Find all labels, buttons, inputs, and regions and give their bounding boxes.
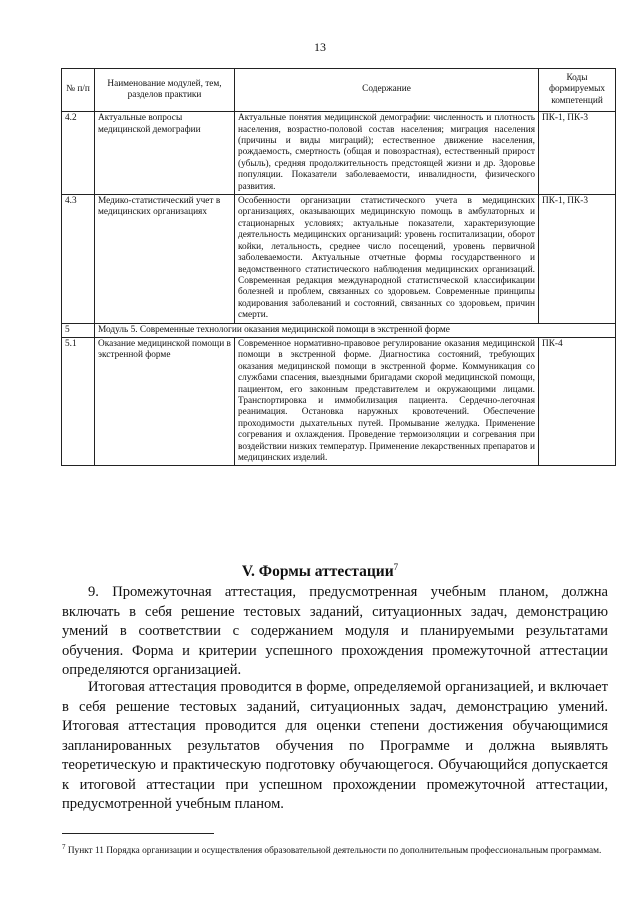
footnote-divider — [62, 833, 214, 834]
row-content: Современное нормативно-правовое регулирование оказания медицинской помощи в экстренной форме. Диагностика состояний, требующих оказания медицинской помощи в экстренной форме. Коммуникация со службами спасения, выездными бригадами скорой медицинской помощи, пациентом, его законным представителем и окружающими лицами. Транспортировка и иммобилизация пациента. Сердечно-легочная реанимация. Остановка наружных кровотечений. Обеспечение проходимости дыхательных путей. Промывание желудка. Применение согревания и охлаждения. Проведение термоизоляции и согревания при воздействии низких температур. Применение лекарственных препаратов и медицинских изделий. — [235, 337, 539, 465]
paragraph-final-attestation: Итоговая аттестация проводится в форме, определяемой организацией, и включает в себя решение тестовых заданий, ситуационных задач, демонстрацию умений. Итоговая аттестация проводится для оценки степени достижения обучающимися запланированных результатов обучения по Программе и должна выявлять теоретическую и практическую подготовку обучающегося. Обучающийся допускается к итоговой аттестации при успешном прохождении промежуточной аттестации, предусмотренной учебным планом. — [62, 679, 608, 812]
module-title: Модуль 5. Современные технологии оказания медицинской помощи в экстренной форме — [95, 323, 616, 337]
row-codes: ПК-4 — [539, 337, 616, 465]
row-content: Особенности организации статистического учета в медицинских организациях, оказывающих медицинскую помощь в амбулаторных и стационарных условиях; актуальные показатели, характеризующие деятельность медицинских организаций: уровень госпитализации, оборот койки, летальность, среднее число посещений, уровень первичной заболеваемости. Актуальные отчетные формы государственного и ведомственного статистического наблюдения медицинских организаций. Современная редакция международной статистической классификации болезней и проблем, связанных со здоровьем. Современные принципы кодирования заболеваний и состояний, связанных со здоровьем, причин смерти. — [235, 195, 539, 323]
header-content: Содержание — [235, 69, 539, 112]
table-row — [62, 337, 616, 465]
page-number: 13 — [314, 40, 326, 54]
row-num: 5.1 — [62, 337, 95, 465]
footnote-reference: 7 — [393, 562, 399, 572]
footnote-text: Пункт 11 Порядка организации и осуществления образовательной деятельности по дополнительным профессиональным программам. — [67, 846, 602, 857]
row-codes: ПК-1, ПК-3 — [539, 112, 616, 195]
row-content: Актуальные понятия медицинской демографии: численность и плотность населения, возрастно-половой состав населения; миграция населения (причины и виды миграций); естественное движение населения, рождаемость, смертность (общая и повозрастная), естественный прирост (убыль), средняя продолжительность предстоящей жизни и др. Здоровье популяции. Показатели заболеваемости, инвалидности, физического развития. — [235, 112, 539, 195]
row-num: 4.3 — [62, 195, 95, 323]
row-topic-name: Оказание медицинской помощи в экстренной форме — [95, 337, 235, 465]
paragraph-intermediate-attestation: 9. Промежуточная аттестация, предусмотренная учебным планом, должна включать в себя решение тестовых заданий, ситуационных задач, демонстрацию умений в соответствии с содержанием модуля и планируемыми результатами обучения. Форма и критерии успешного прохождения промежуточной аттестации определяются организацией. — [62, 584, 608, 678]
row-num: 4.2 — [62, 112, 95, 195]
header-module-name: Наименование модулей, тем, разделов практики — [95, 69, 235, 112]
row-topic-name: Медико-статистический учет в медицинских организациях — [95, 195, 235, 323]
row-codes: ПК-1, ПК-3 — [539, 195, 616, 323]
curriculum-table — [61, 68, 616, 466]
header-competency-codes: Коды формируемых компетенций — [539, 69, 616, 112]
row-topic-name: Актуальные вопросы медицинской демографии — [95, 112, 235, 195]
section-heading — [0, 562, 640, 581]
table-header-row — [62, 69, 616, 112]
footnote-mark: 7 — [62, 843, 66, 851]
module-row — [62, 323, 616, 337]
section-title-text: V. Формы аттестации — [241, 563, 394, 581]
module-num: 5 — [62, 323, 95, 337]
table-row — [62, 195, 616, 323]
footnote — [62, 840, 608, 858]
header-num: № п/п — [62, 69, 95, 112]
table-row — [62, 112, 616, 195]
